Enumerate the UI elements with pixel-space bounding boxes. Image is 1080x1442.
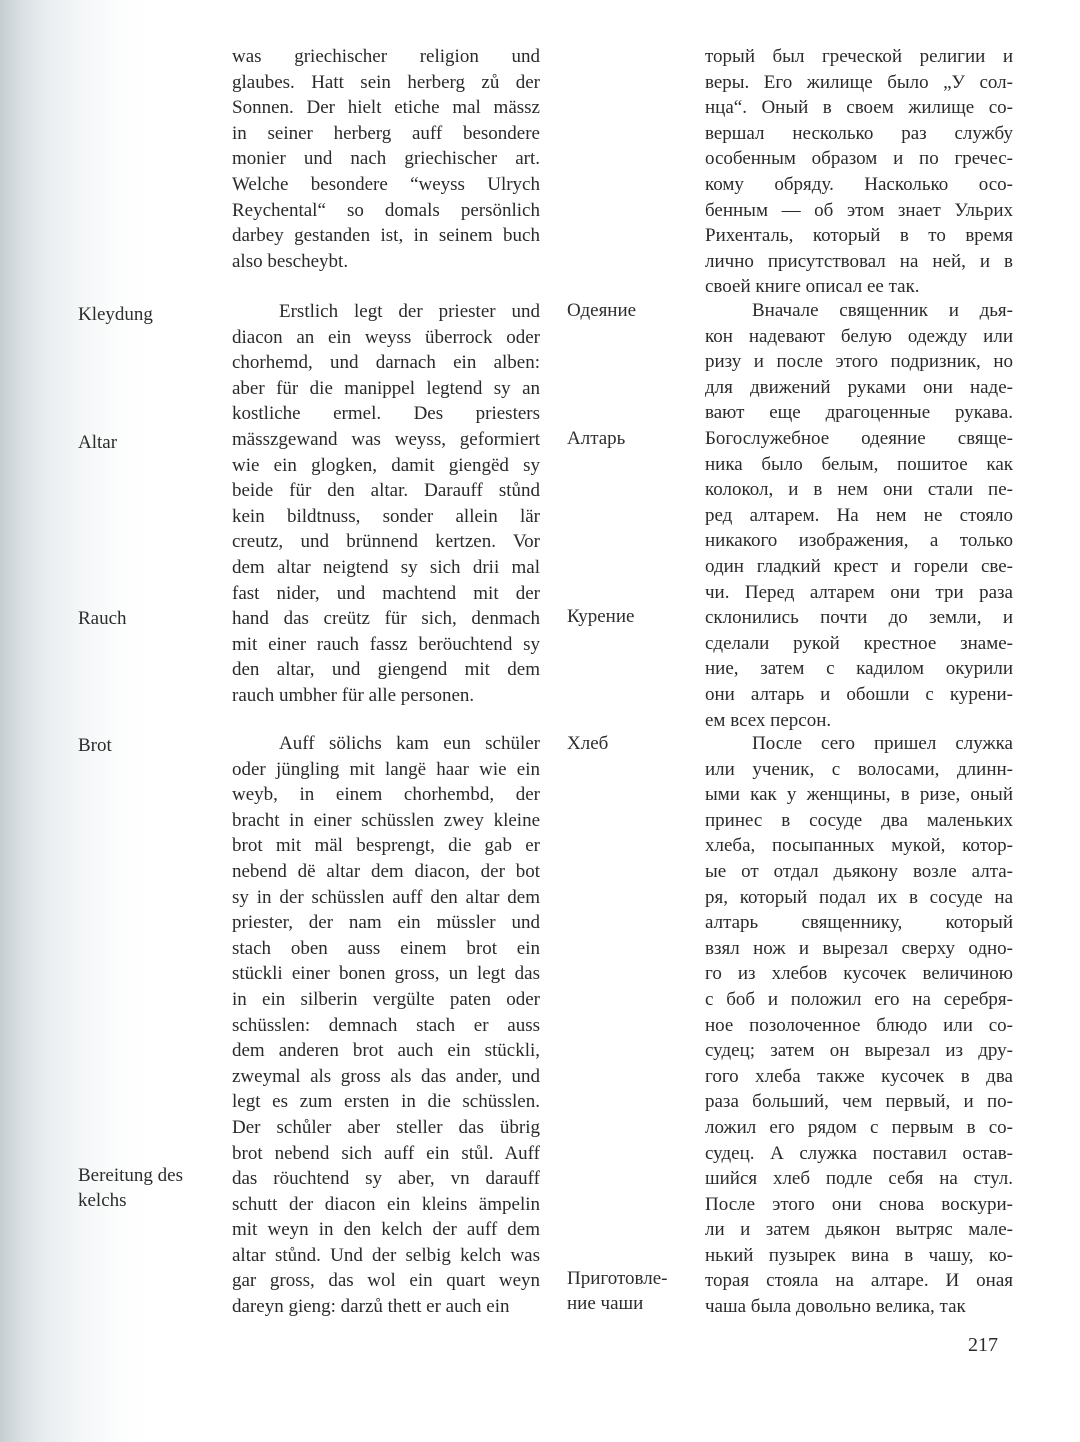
margin-label: Алтарь [567,428,626,449]
text-line: dem altar neigtend sy sich drii mal [232,556,540,578]
text-line: или ученик, с волосами, длинн- [705,758,1013,780]
text-line: Рихенталь, который в то время [705,225,1013,247]
text-line: Der schůler aber steller das übrig [232,1116,540,1138]
text-line: нький пузырек вина в чашу, ко- [705,1244,1013,1266]
text-line: один гладкий крест и горели све- [705,555,1013,577]
text-line: nebend dë altar dem diacon, der bot [232,860,540,882]
text-line: dareyn gieng: darzů thett er auch ein [232,1296,510,1318]
text-line: торый был греческой религии и [705,46,1013,67]
text-line: beide für den altar. Darauff stůnd [232,480,540,502]
text-line: кон надевают белую одежду или [705,325,1013,347]
text-line: also bescheybt. [232,250,349,272]
text-line: склонились почти до земли, и [705,607,1013,629]
text-line: diacon an ein weyss überrock oder [232,326,540,348]
text-line: hand das creütz für sich, denmach [232,608,540,630]
text-line: kein bildtnuss, sonder allein lär [232,505,540,527]
text-line: in seiner herberg auff besondere [232,122,540,144]
text-line: Sonnen. Der hielt etiche mal mässz [232,97,540,119]
russian-paragraph-clothing-altar-incense [705,298,1013,733]
text-line: нца“. Оный в своем жилище со- [705,97,1013,119]
text-line: чи. Перед алтарем они три раза [705,581,1013,603]
text-line: schutt der diacon ein kleins ämpelin [232,1193,540,1215]
text-line: алтарь священнику, который [705,912,1013,934]
text-line: sy in der schüsslen auff den altar dem [232,886,540,908]
text-line: rauch umbher für alle personen. [232,684,475,706]
text-line: priester, der nam ein müssler und [232,912,540,934]
text-line: ное позолоченное блюдо или со- [705,1014,1013,1036]
margin-label: Одеяние [567,300,637,321]
margin-label: Приготовле- [567,1268,668,1289]
text-line: das röuchtend sy aber, vn darauff [232,1168,540,1190]
text-line: раза больший, чем первый, и по- [705,1091,1013,1113]
text-line: ризу и после этого подризник, но [705,351,1013,373]
margin-label: Altar [78,432,118,453]
text-line: ые от отдал дьякону возле алта- [705,860,1013,882]
margin-label: Rauch [78,608,127,629]
text-line: своей книге описал ее так. [705,276,920,298]
text-line: хлеба, посыпанных мукой, котор- [705,835,1013,857]
text-line: zweymal als gross als das ander, und [232,1065,540,1087]
page-edge-shadow [0,0,150,1442]
text-line: для движений руками они наде- [705,376,1013,398]
text-line: brot nebend sich auff ein stůl. Auff [232,1142,540,1164]
text-line: aber für die manippel legtend sy an [232,377,540,399]
text-line: weyb, in einem chorhembd, der [232,784,540,806]
text-line: гого хлеба также кусочек в два [705,1065,1013,1087]
text-line: никакого изображения, а только [705,530,1013,552]
text-line: was griechischer religion und [232,46,540,67]
text-line: ника было белым, пошитое как [705,453,1013,475]
text-line: они алтарь и обошли с курени- [705,683,1013,705]
text-line: chorhemd, und darnach ein alben: [232,352,540,374]
text-line: ние, затем с кадилом окурили [705,658,1013,680]
text-line: чаша была довольно велика, так [705,1296,966,1318]
text-line: вершал несколько раз службу [705,122,1013,144]
text-line: особенным образом и по гречес- [705,148,1013,170]
russian-intro-paragraph [705,44,1013,300]
margin-label: ние чаши [567,1293,644,1314]
margin-label: Kleydung [78,304,153,325]
text-line: взял нож и вырезал сверху одно- [705,937,1013,959]
text-line: веры. Его жилище было „У сол- [705,71,1013,93]
margin-label: Курение [567,606,635,627]
text-line: принес в сосуде два маленьких [705,809,1013,831]
russian-paragraph-bread-chalice [705,731,1013,1320]
text-line: сделали рукой крестное знаме- [705,632,1013,654]
text-line: den altar, und giengend mit dem [232,659,540,681]
text-line: ли и затем дьякон вытряс мале- [705,1219,1013,1241]
text-line: ем всех персон. [705,709,832,731]
text-line: судец. А служка поставил остав- [705,1142,1013,1164]
text-line: ложил его рядом с первым в со- [705,1116,1013,1138]
text-line: stach oben auss einem brot ein [232,937,540,959]
text-line: altar stůnd. Und der selbig kelch was [232,1244,540,1266]
text-line: glaubes. Hatt sein herberg zů der [232,71,540,93]
text-line: Auff sölichs kam eun schüler [279,733,540,754]
german-intro-paragraph [232,44,540,274]
text-line: stückli einer bonen gross, un legt das [232,963,540,985]
text-line: Богослужебное одеяние свяще- [705,427,1013,449]
german-paragraph-clothing-altar-incense [232,299,540,709]
text-line: судец; затем он вырезал из дру- [705,1040,1013,1062]
text-line: ыми как у женщины, в ризе, оный [705,784,1013,806]
text-line: с боб и положил его на серебря- [705,988,1013,1010]
text-line: ред алтарем. На нем не стояло [705,504,1013,526]
text-line: вают еще драгоценные рукава. [705,402,1013,424]
text-line: gar gross, das wol ein quart weyn [232,1270,540,1292]
text-line: brot mit mäl besprengt, die gab er [232,835,540,857]
text-line: ря, который подал их в сосуде на [705,886,1013,908]
text-line: кому обряду. Насколько осо- [705,173,1013,195]
text-line: Welche besondere “weyss Ulrych [232,173,540,195]
text-line: monier und nach griechischer art. [232,148,540,170]
text-line: колокол, и в нем они стали пе- [705,479,1013,501]
margin-label: Brot [78,735,112,756]
text-line: шийся хлеб подле себя на стул. [705,1168,1013,1190]
text-line: После сего пришел служка [752,733,1013,754]
text-line: mit weyn in den kelch der auff dem [232,1219,540,1241]
text-line: лично присутствовал на ней, и в [705,250,1013,272]
text-line: creutz, und brünnend kertzen. Vor [232,531,540,553]
text-line: торая стояла на алтаре. И оная [705,1270,1013,1292]
text-line: wie ein glogken, damit giengëd sy [232,454,540,476]
page-number: 217 [968,1334,998,1356]
text-line: mässzgewand was weyss, geformiert [232,428,540,450]
text-line: Reychental“ so domals persönlich [232,199,540,221]
text-line: fast nider, und machtend mit der [232,582,540,604]
text-line: bracht in einer schüsslen zwey kleine [232,809,540,831]
text-line: darbey gestanden ist, in seinem buch [232,225,540,247]
text-line: Erstlich legt der priester und [279,301,540,322]
text-line: бенным — об этом знает Ульрих [705,199,1013,221]
margin-label: kelchs [78,1190,127,1211]
margin-label: Хлеб [567,733,609,754]
text-line: После этого они снова воскури- [705,1193,1013,1215]
text-line: dem anderen brot auch ein stückli, [232,1040,540,1062]
german-paragraph-bread-chalice [232,731,540,1320]
text-line: kostliche ermel. Des priesters [232,403,540,425]
margin-label: Bereitung des [78,1165,184,1186]
text-line: mit einer rauch fassz beröuchtend sy [232,633,540,655]
text-line: schüsslen: demnach stach er auss [232,1014,540,1036]
text-line: in ein silberin vergülte paten oder [232,988,540,1010]
text-line: oder jüngling mit langë haar wie ein [232,758,540,780]
text-line: legt es zum ersten in die schüsslen. [232,1091,540,1113]
text-line: Вначале священник и дья- [752,300,1013,321]
text-line: го из хлебов кусочек величиною [705,963,1013,985]
